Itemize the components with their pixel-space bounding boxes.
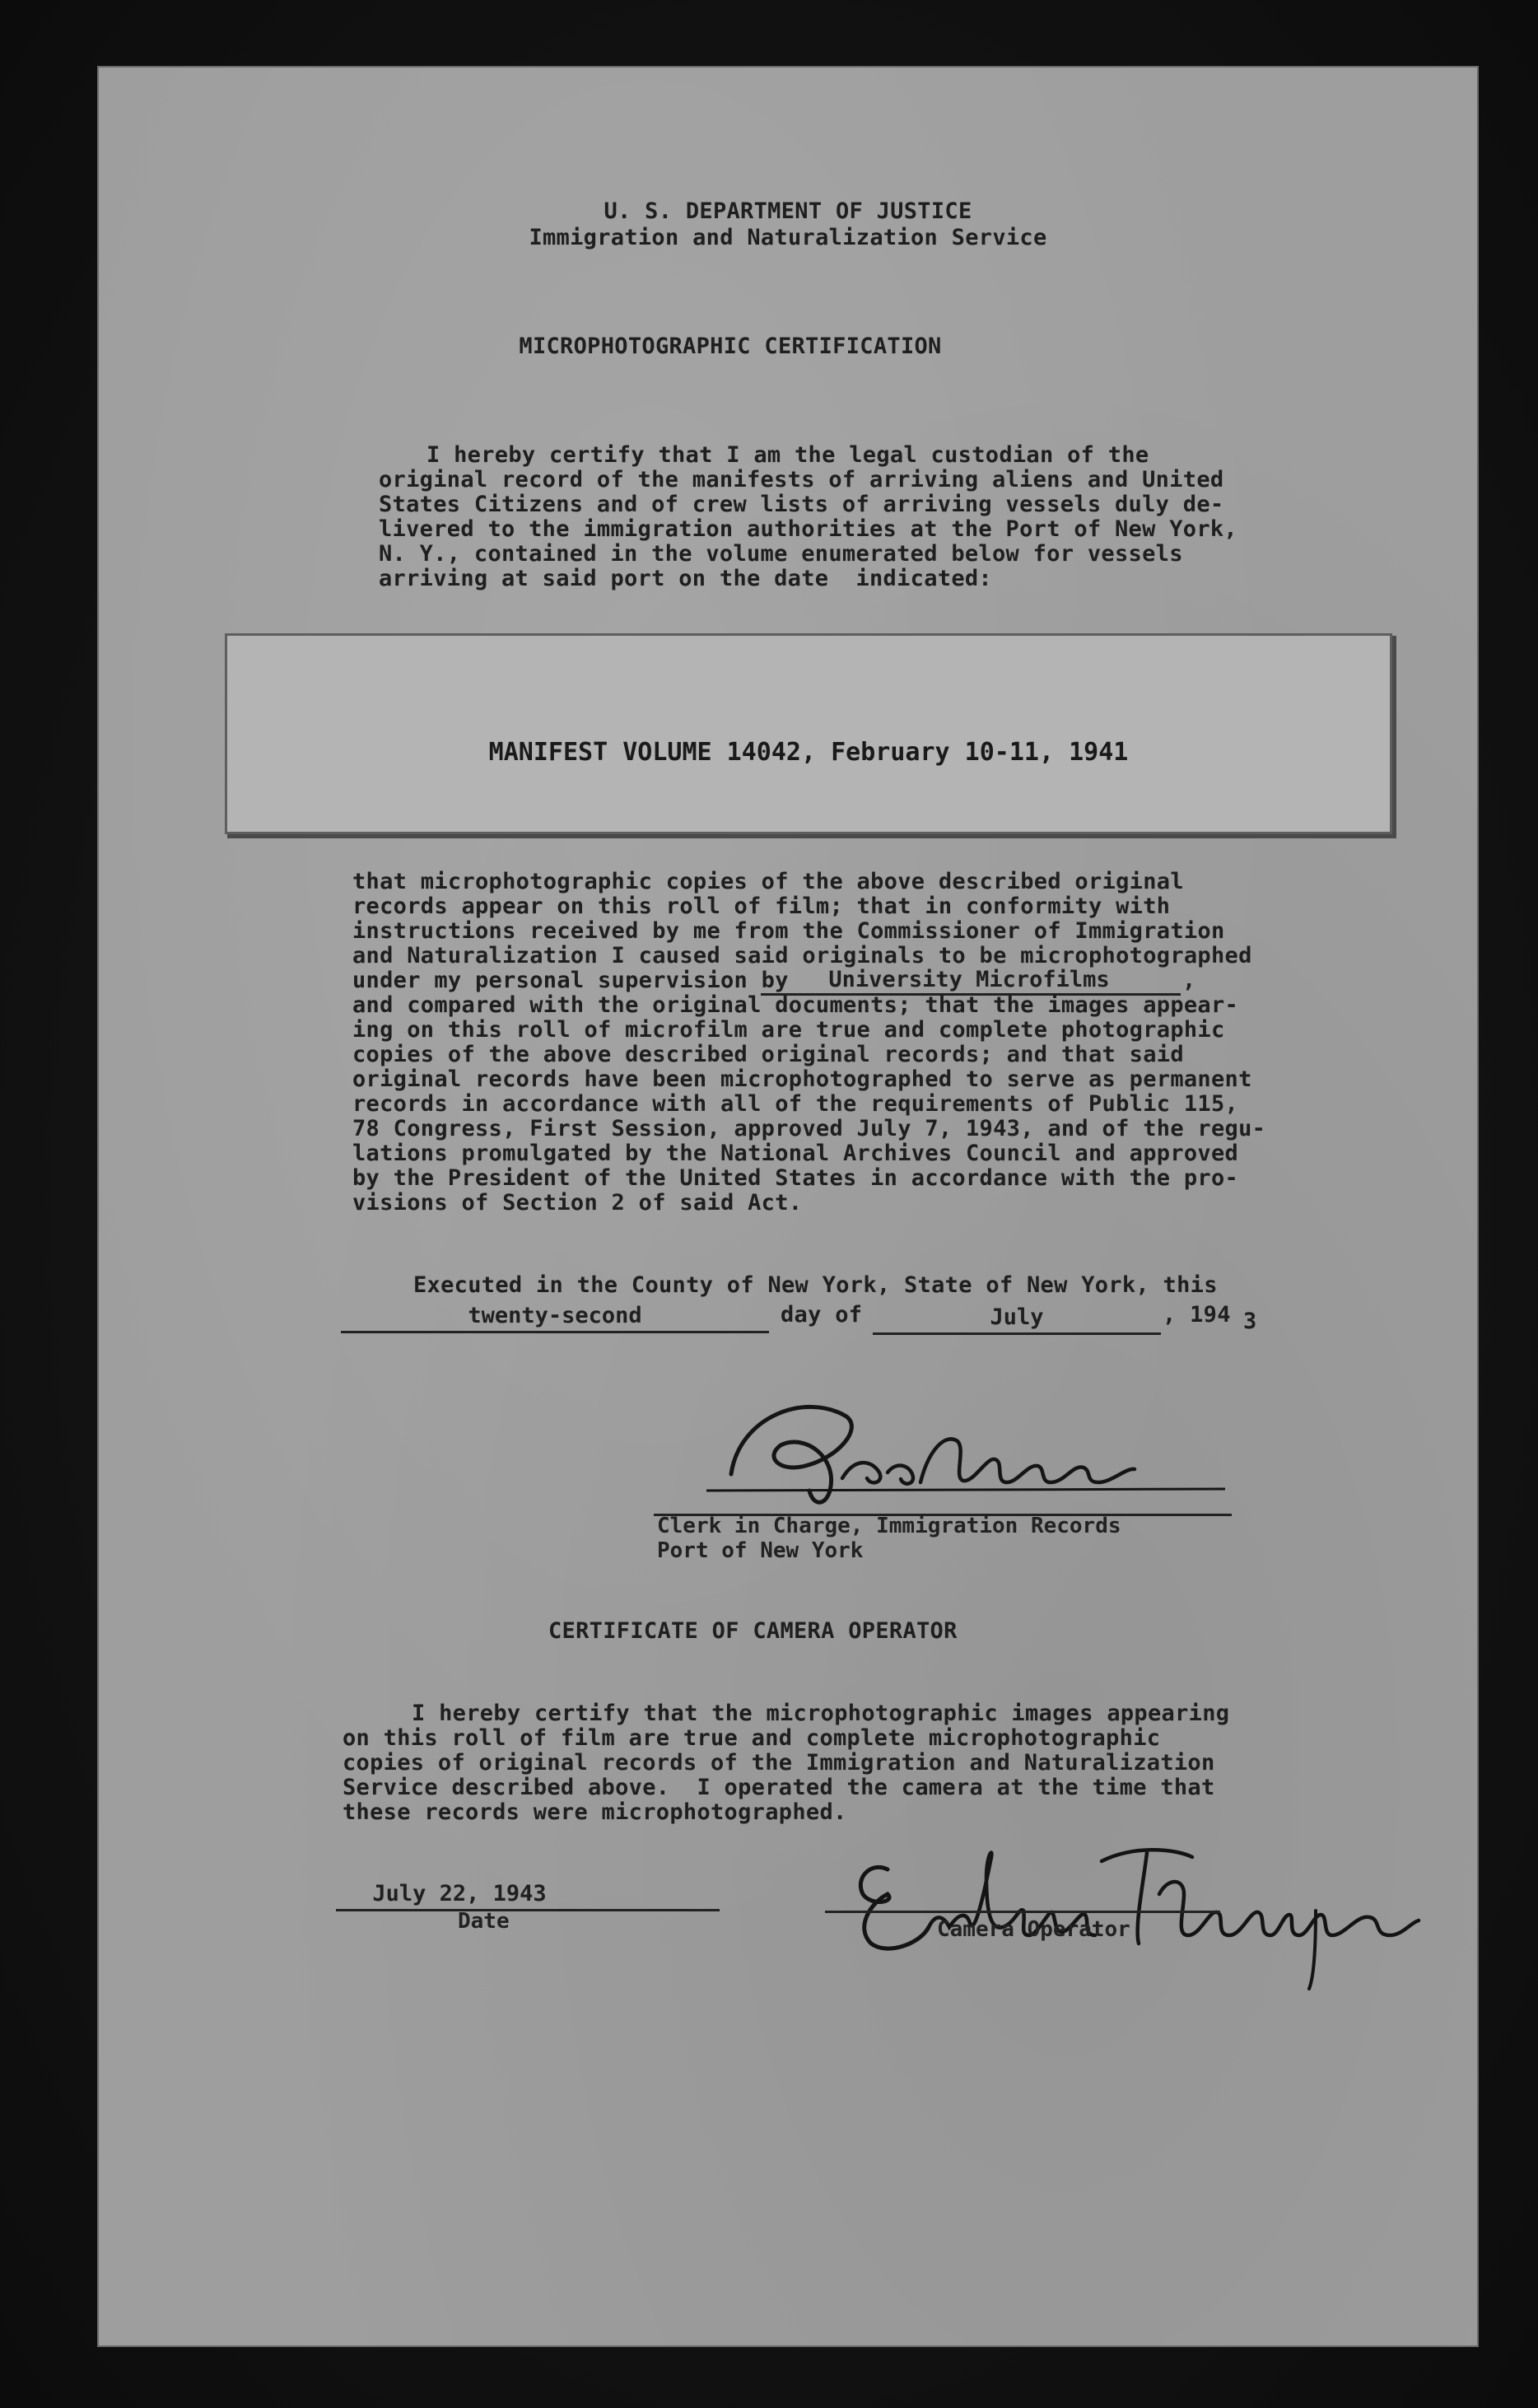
service-heading: Immigration and Naturalization Service	[529, 225, 1047, 250]
document-page	[97, 66, 1479, 2347]
executed-statement: Executed in the County of New York, State of New York, this	[413, 1272, 1218, 1298]
clerk-signature	[641, 1367, 1233, 1532]
date-underline	[336, 1909, 720, 1911]
intro-line: I hereby certify that I am the legal custodian of the	[426, 442, 1149, 468]
supervisor-name: University Microfilms	[828, 967, 1110, 992]
body-line: 78 Congress, First Session, approved July 7, 1943, and of the regu-	[352, 1116, 1266, 1141]
camera-heading: CERTIFICATE OF CAMERA OPERATOR	[548, 1618, 958, 1644]
operator-label: Camera Operator	[937, 1917, 1130, 1942]
intro-line: arriving at said port on the date indicated:	[379, 566, 992, 591]
day-of-label: day of	[781, 1302, 863, 1328]
intro-line: States Citizens and of crew lists of arriving vessels duly de-	[379, 492, 1224, 517]
body-line: original records have been microphotographed to serve as permanent	[352, 1066, 1252, 1092]
date-label: Date	[458, 1909, 510, 1934]
body-line: under my personal supervision by	[352, 968, 789, 993]
executed-year-digit: 3	[1243, 1309, 1257, 1334]
day-underline	[341, 1331, 769, 1333]
body-line: ing on this roll of microfilm are true and complete photographic	[352, 1017, 1225, 1043]
intro-line: livered to the immigration authorities at the Port of New York,	[379, 516, 1237, 542]
camera-line: Service described above. I operated the camera at the time that	[343, 1775, 1215, 1800]
clerk-title-line1: Clerk in Charge, Immigration Records	[657, 1514, 1121, 1538]
executed-year: , 194	[1163, 1302, 1231, 1328]
body-line: and compared with the original documents; that the images appear-	[352, 992, 1239, 1018]
intro-line: N. Y., contained in the volume enumerated below for vessels	[379, 541, 1183, 567]
body-line: records appear on this roll of film; that in conformity with	[352, 894, 1171, 919]
body-line: instructions received by me from the Commissioner of Immigration	[352, 918, 1225, 944]
camera-line: I hereby certify that the microphotographic images appearing	[412, 1701, 1230, 1726]
intro-line: original record of the manifests of arriving aliens and United	[379, 467, 1224, 492]
body-line: and Naturalization I caused said originals to be microphotographed	[352, 943, 1252, 968]
camera-date: July 22, 1943	[372, 1881, 547, 1906]
executed-month: July	[990, 1304, 1044, 1330]
month-underline	[873, 1332, 1161, 1335]
body-line: copies of the above described original records; and that said	[352, 1042, 1184, 1067]
certification-title: MICROPHOTOGRAPHIC CERTIFICATION	[519, 334, 942, 359]
clerk-title-line2: Port of New York	[657, 1538, 864, 1563]
camera-line: copies of original records of the Immigration and Naturalization	[343, 1750, 1215, 1776]
operator-signature-line	[825, 1911, 1220, 1913]
department-heading: U. S. DEPARTMENT OF JUSTICE	[604, 198, 972, 224]
body-line: visions of Section 2 of said Act.	[352, 1190, 803, 1216]
camera-line: on this roll of film are true and complete microphotographic	[343, 1725, 1161, 1751]
executed-day: twenty-second	[468, 1303, 642, 1328]
body-line: that microphotographic copies of the above described original	[352, 869, 1184, 894]
body-line: lations promulgated by the National Archives Council and approved	[352, 1141, 1239, 1166]
camera-line: these records were microphotographed.	[343, 1799, 847, 1825]
manifest-volume: MANIFEST VOLUME 14042, February 10-11, 1941	[488, 738, 1129, 767]
body-line: by the President of the United States in accordance with the pro-	[352, 1165, 1239, 1191]
body-line: records in accordance with all of the requirements of Public 115,	[352, 1091, 1239, 1117]
camera-operator-signature	[822, 1812, 1431, 1993]
manifest-label-strip	[227, 636, 1390, 832]
supervisor-comma: ,	[1182, 968, 1196, 993]
